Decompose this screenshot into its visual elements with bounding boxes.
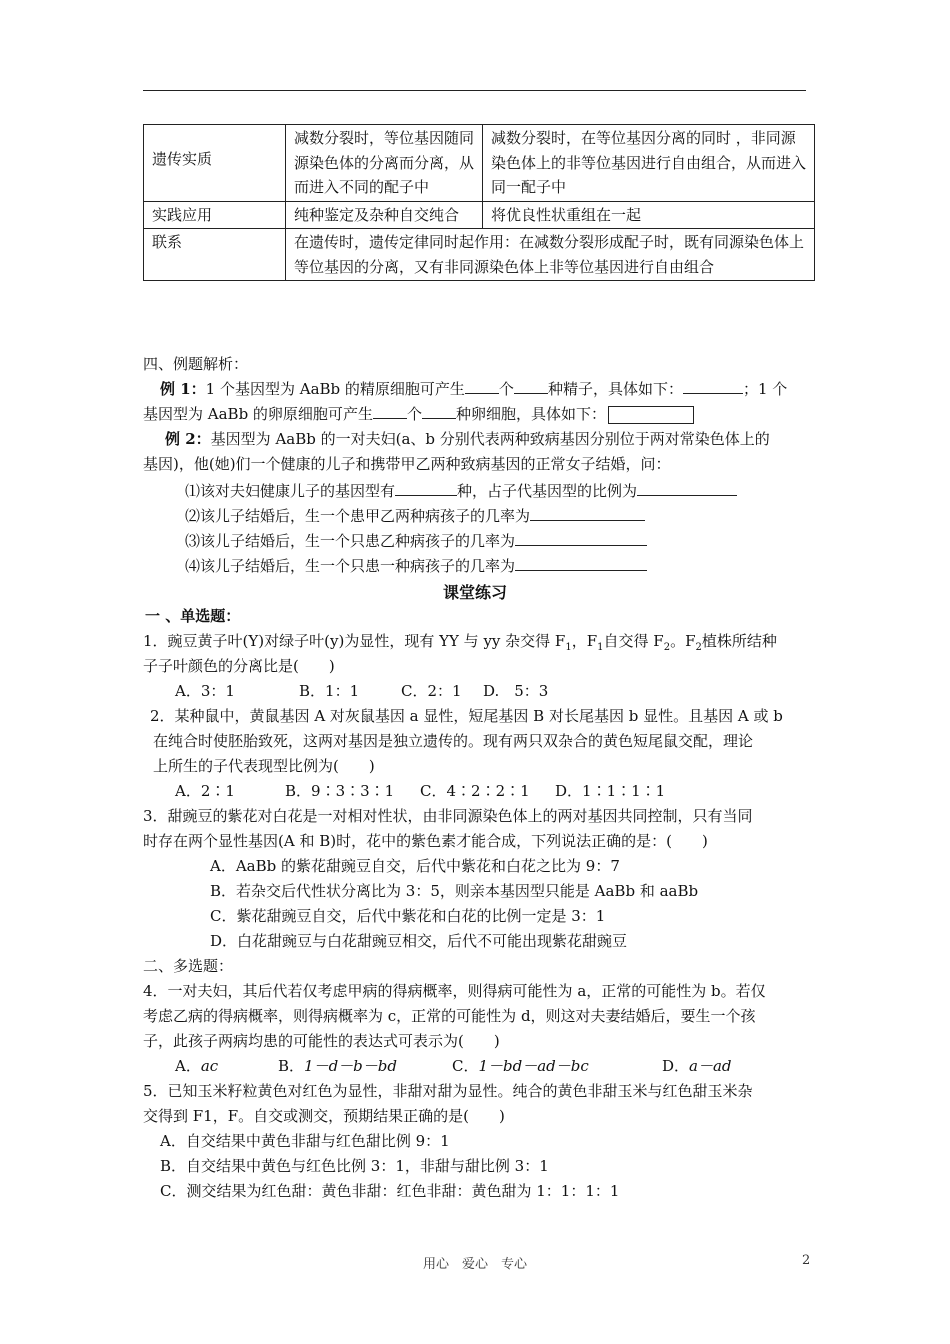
text: ⑴该对夫妇健康儿子的基因型有 [185, 482, 396, 500]
section-heading: 四、例题解析： [143, 355, 249, 373]
table-cell: 减数分裂时，等位基因随同源染色体的分离而分离，从而进入不同的配子中 [286, 125, 483, 202]
table-cell: 纯种鉴定及杂种自交纯合 [286, 201, 483, 229]
option: C．4∶2∶2∶1 [420, 782, 530, 800]
subscript: 1 [565, 642, 572, 653]
option: D．1∶1∶1∶1 [555, 782, 666, 800]
table-cell: 实践应用 [144, 201, 286, 229]
question-3-option-b: B．若杂交后代性状分离比为 3：5，则亲本基因型只能是 AaBb 和 aaBb [210, 882, 699, 900]
example-1-line-2 [143, 404, 694, 424]
footer-motto: 用心 爱心 专心 [422, 1257, 527, 1272]
question-2 [185, 506, 645, 526]
answer-blank[interactable] [465, 379, 499, 394]
text: 自交得 F [603, 632, 664, 650]
option-expr: ac [200, 1057, 219, 1075]
question-2-line-2: 在纯合时使胚胎致死，这两对基因是独立遗传的。现有两只双杂合的黄色短尾鼠交配，理论 [153, 732, 754, 750]
option: C．2：1 [401, 682, 462, 700]
text: 植株所结种 [701, 632, 777, 650]
text: 种，占子代基因型的比例为 [457, 482, 638, 500]
question-3-line-1: 3．甜豌豆的紫花对白花是一对相对性状，由非同源染色体上的两对基因共同控制，只有当同 [143, 807, 753, 825]
example-1-line-1 [160, 379, 787, 399]
answer-blank[interactable] [637, 481, 737, 496]
text: 1 个基因型为 AaBb 的精原细胞可产生 [205, 380, 465, 398]
example-2-line-1 [165, 429, 770, 449]
answer-blank[interactable] [683, 379, 743, 394]
question-2-line-1: 2．某种鼠中，黄鼠基因 A 对灰鼠基因 a 显性，短尾基因 B 对长尾基因 b 显性。且基因 A 或 b [150, 707, 783, 725]
question-1-line-1 [143, 631, 777, 658]
text: ⑵该儿子结婚后，生一个患甲乙两种病孩子的几率为 [185, 507, 531, 525]
question-4 [185, 556, 647, 576]
question-5-line-2: 交得到 F1，F。自交或测交，预期结果正确的是( ) [143, 1107, 505, 1125]
text: ⑶该儿子结婚后，生一个只患乙种病孩子的几率为 [185, 532, 516, 550]
text: ，F [571, 632, 598, 650]
text: 基因型为 AaBb 的卵原细胞可产生 [143, 405, 373, 423]
option [452, 1056, 662, 1076]
answer-blank[interactable] [530, 506, 645, 521]
option-expr: 1－d－b－bd [304, 1057, 397, 1075]
question-4-line-1: 4．一对夫妇，其后代若仅考虑甲病的得病概率，则得病可能性为 a，正常的可能性为 b。若仅 [143, 982, 766, 1000]
text: ；1 个 [742, 380, 788, 398]
subscript: 1 [597, 642, 604, 653]
text: 1．豌豆黄子叶(Y)对绿子叶(y)为显性，现有 YY 与 yy 杂交得 F [143, 632, 566, 650]
question-2-line-3: 上所生的子代表现型比例为( ) [153, 757, 375, 775]
subscript: 2 [663, 642, 671, 653]
option: A．2∶1 [175, 782, 235, 800]
question-4-line-3: 子，此孩子两病均患的可能性的表达式可表示为( ) [143, 1032, 500, 1050]
text: 个 [406, 405, 422, 423]
option [278, 1056, 452, 1076]
option-label: A． [175, 1057, 201, 1075]
question-5-option-a: A．自交结果中黄色非甜与红色甜比例 9：1 [160, 1132, 450, 1150]
text: 基因型为 AaBb 的一对夫妇(a、b 分别代表两种致病基因分别位于两对常染色体上的 [210, 430, 770, 448]
text: 个 [498, 380, 514, 398]
question-3 [185, 531, 647, 551]
question-3-option-c: C．紫花甜豌豆自交，后代中紫花和白花的比例一定是 3：1 [210, 907, 606, 925]
example-label: 例 2： [165, 430, 211, 448]
table-cell: 联系 [144, 229, 286, 281]
option: A．3：1 [175, 682, 235, 700]
option: B．9∶3∶3∶1 [285, 782, 395, 800]
subscript: 2 [695, 642, 702, 653]
page-number: 2 [802, 1253, 811, 1268]
text: ⑷该儿子结婚后，生一个只患一种病孩子的几率为 [185, 557, 516, 575]
question-2-options [175, 781, 665, 801]
text: 种卵细胞，具体如下： [455, 405, 606, 423]
answer-box[interactable] [608, 406, 694, 424]
option-expr: 1－bd－ad－bc [478, 1057, 589, 1075]
option-label: B． [278, 1057, 305, 1075]
question-5-option-b: B．自交结果中黄色与红色比例 3：1，非甜与甜比例 3：1 [160, 1157, 549, 1175]
question-5-line-1: 5．已知玉米籽粒黄色对红色为显性，非甜对甜为显性。纯合的黄色非甜玉米与红色甜玉米杂 [143, 1082, 753, 1100]
question-5-option-c: C．测交结果为红色甜：黄色非甜：红色非甜：黄色甜为 1：1：1：1 [160, 1182, 620, 1200]
question-1-line-2: 子子叶颜色的分离比是( ) [143, 657, 335, 675]
table-row [144, 201, 815, 229]
answer-blank[interactable] [373, 404, 407, 419]
question-4-line-2: 考虑乙病的得病概率，则得病概率为 c，正常的可能性为 d，则这对夫妻结婚后，要生一个孩 [143, 1007, 756, 1025]
option: B．1：1 [299, 682, 360, 700]
multi-choice-heading: 二、多选题： [143, 957, 234, 975]
text: 种精子，具体如下： [547, 380, 683, 398]
question-1 [185, 481, 737, 501]
option: D. 5：3 [483, 682, 549, 700]
option-expr: a－ad [689, 1057, 732, 1075]
example-2-line-2: 基因)，他(她)们一个健康的儿子和携带甲乙两种致病基因的正常女子结婚，问： [143, 455, 671, 473]
single-choice-heading: 一 、单选题： [145, 607, 241, 625]
answer-blank[interactable] [422, 404, 456, 419]
practice-title: 课堂练习 [442, 583, 507, 602]
option [175, 1056, 278, 1076]
table-row [144, 229, 815, 281]
answer-blank[interactable] [515, 556, 647, 571]
question-4-options [175, 1056, 732, 1076]
example-label: 例 1： [160, 380, 206, 398]
question-3-line-2: 时存在两个显性基因(A 和 B)时，花中的紫色素才能合成，下列说法正确的是：( ) [143, 832, 708, 850]
option [662, 1057, 732, 1075]
table-row [144, 125, 815, 202]
table-cell: 在遗传时，遗传定律同时起作用：在减数分裂形成配子时，既有同源染色体上等位基因的分离，又有非同源染色体上非等位基因进行自由组合 [286, 229, 815, 281]
answer-blank[interactable] [514, 379, 548, 394]
table-cell: 遗传实质 [144, 125, 286, 202]
text: 。F [670, 632, 696, 650]
table-cell: 将优良性状重组在一起 [483, 201, 815, 229]
question-1-options [175, 681, 548, 701]
option-label: C． [452, 1057, 479, 1075]
answer-blank[interactable] [395, 481, 457, 496]
question-3-option-a: A．AaBb 的紫花甜豌豆自交，后代中紫花和白花之比为 9：7 [210, 857, 620, 875]
comparison-table [143, 124, 815, 281]
header-rule [143, 90, 806, 91]
option-label: D． [662, 1057, 690, 1075]
answer-blank[interactable] [515, 531, 647, 546]
table-cell: 减数分裂时，在等位基因分离的同时 ，非同源染色体上的非等位基因进行自由组合，从而进入同一配子中 [483, 125, 815, 202]
question-3-option-d: D．白花甜豌豆与白花甜豌豆相交，后代不可能出现紫花甜豌豆 [210, 932, 628, 950]
